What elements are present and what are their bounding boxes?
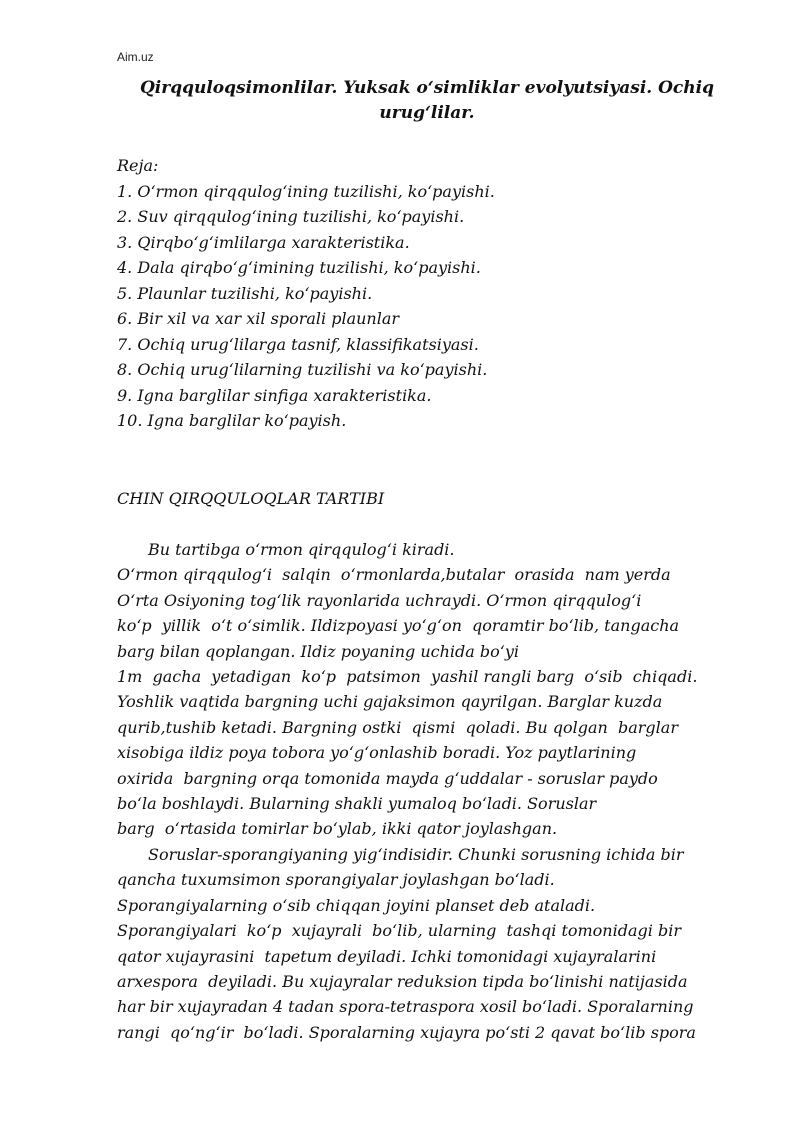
paragraph-line: qancha tuxumsimon sporangiyalar joylashgan bo‘ladi. — [117, 870, 555, 890]
paragraph-line: barg o‘rtasida tomirlar bo‘ylab, ikki qator joylashgan. — [117, 819, 558, 839]
paragraph-line: ko‘p yillik o‘t o‘simlik. Ildizpoyasi yo‘g‘on qoramtir bo‘lib, tangacha — [117, 616, 680, 636]
plan-item: 2. Suv qirqqulog‘ining tuzilishi, ko‘payishi. — [117, 207, 465, 226]
paragraph-line: Sporangiyalari ko‘p xujayrali bo‘lib, ularning tashqi tomonidagi bir — [117, 921, 681, 941]
plan-item: 1. O‘rmon qirqqulog‘ining tuzilishi, ko‘payishi. — [117, 181, 495, 201]
paragraph-line: rangi qo‘ng‘ir bo‘ladi. Sporalarning xujayra po‘sti 2 qavat bo‘lib spora — [117, 1022, 696, 1042]
paragraph-line: Sporangiyalarning o‘sib chiqqan joyini planset deb ataladi. — [117, 895, 596, 915]
plan-list — [117, 179, 757, 434]
paragraph-line: har bir xujayradan 4 tadan spora-tetraspora xosil bo‘ladi. Sporalarning — [117, 997, 694, 1017]
plan-section — [117, 153, 757, 434]
paragraph-line: barg bilan qoplangan. Ildiz poyaning uchida bo‘yi — [117, 641, 519, 661]
paragraph-line: qurib,tushib ketadi. Bargning ostki qismi qoladi. Bu qolgan barglar — [117, 717, 678, 737]
paragraph-line: Soruslar-sporangiyaning yig‘indisidir. Chunki sorusning ichida bir — [148, 844, 684, 864]
paragraph-line: arxespora deyiladi. Bu xujayralar reduksion tipda bo‘linishi natijasida — [117, 971, 688, 991]
paragraph-line: bo‘la boshlaydi. Bularning shakli yumaloq bo‘ladi. Soruslar — [117, 794, 597, 814]
plan-item: 4. Dala qirqbo‘g‘imining tuzilishi, ko‘payishi. — [117, 258, 481, 277]
plan-item: 5. Plaunlar tuzilishi, ko‘payishi. — [117, 283, 373, 303]
paragraph-line: Bu tartibga o‘rmon qirqqulog‘i kiradi. — [148, 540, 455, 559]
paragraph-line: qator xujayrasini tapetum deyiladi. Ichki tomonidagi xujayralarini — [117, 946, 657, 966]
paragraph-line: oxirida bargning orqa tomonida mayda g‘uddalar - soruslar paydo — [117, 768, 658, 788]
paragraph-line: Yoshlik vaqtida bargning uchi gajaksimon qayrilgan. Barglar kuzda — [117, 692, 663, 712]
plan-heading: Reja: — [117, 156, 159, 175]
plan-item: 8. Ochiq urug‘lilarning tuzilishi va ko‘payishi. — [117, 360, 488, 379]
plan-item: 10. Igna barglilar ko‘payish. — [117, 411, 347, 430]
plan-item: 9. Igna barglilar sinfiga xarakteristika. — [117, 385, 432, 405]
document-title: Qirqquloqsimonlilar. Yuksak o‘simliklar evolyutsiyasi. Ochiq urug‘lilar. — [139, 78, 714, 123]
plan-item: 6. Bir xil va xar xil sporali plaunlar — [117, 309, 400, 328]
plan-item: 3. Qirqbo‘g‘imlilarga xarakteristika. — [117, 232, 410, 252]
section-heading: CHIN QIRQQULOQLAR TARTIBI — [117, 489, 385, 508]
paragraph-line: 1m gacha yetadigan ko‘p patsimon yashil rangli barg o‘sib chiqadi. — [117, 667, 698, 687]
paragraph-line: O‘rta Osiyoning tog‘lik rayonlarida uchraydi. O‘rmon qirqqulog‘i — [117, 590, 642, 610]
paragraph-line: O‘rmon qirqqulog‘i salqin o‘rmonlarda,butalar orasida nam yerda — [117, 565, 671, 585]
site-label: Aim.uz — [117, 50, 154, 64]
plan-item: 7. Ochiq urug‘lilarga tasnif, klassifikatsiyasi. — [117, 334, 479, 354]
body-text — [117, 537, 757, 1045]
paragraph-line: xisobiga ildiz poya tobora yo‘g‘onlashib boradi. Yoz paytlarining — [117, 743, 637, 763]
